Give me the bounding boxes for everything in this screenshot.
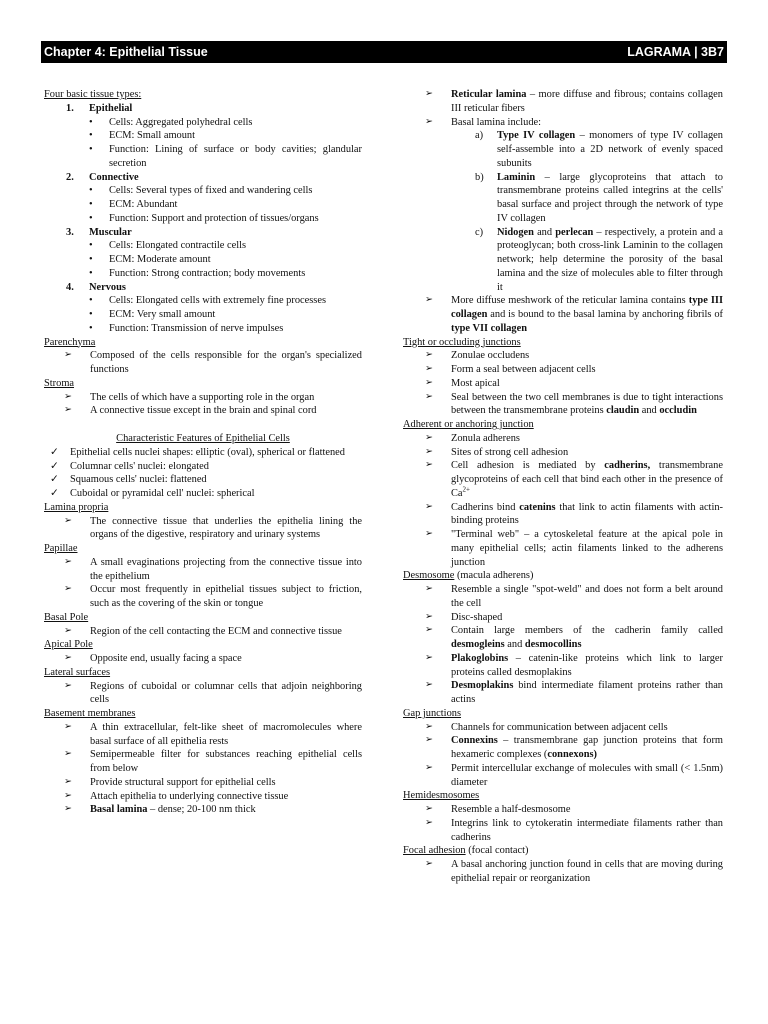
term: Desmoplakins: [451, 680, 514, 692]
list-item: ➢ Composed of the cells responsible for the organ's specialized functions: [64, 350, 362, 375]
item-number: 4.: [66, 281, 74, 293]
list-item: ➢ Provide structural support for epithelial cells: [64, 776, 276, 788]
list-item: ➢ Semipermeable filter for substances reaching epithelial cells from below: [64, 749, 362, 774]
term: Type IV collagen: [497, 130, 576, 142]
arrow-bullet-icon: ➢: [64, 405, 72, 416]
arrow-bullet-icon: ➢: [425, 432, 433, 443]
arrow-bullet-icon: ➢: [64, 721, 72, 732]
bullet-icon: •: [89, 144, 93, 155]
list-item: • Function: Support and protection of tissues/organs: [89, 212, 319, 224]
bullet-icon: •: [89, 254, 93, 265]
list-item: a) Type IV collagen – monomers of type IV collagen self-assemble into a 2D network of evenly spaced subunits: [475, 130, 723, 169]
section-heading-row: Focal adhesion (focal contact): [403, 845, 529, 857]
list-item: • Cells: Elongated cells with extremely fine processes: [89, 295, 326, 307]
list-item: • Function: Strong contraction; body movements: [89, 267, 306, 279]
list-item: ➢ Region of the cell contacting the ECM and connective tissue: [64, 625, 342, 637]
term: cadherins,: [604, 460, 651, 472]
list-item: • ECM: Abundant: [89, 199, 178, 210]
section-heading: Hemidesmosomes: [403, 790, 480, 802]
section-heading: Adherent or anchoring junction: [403, 419, 534, 430]
arrow-bullet-icon: ➢: [425, 529, 433, 539]
arrow-bullet-icon: ➢: [425, 89, 433, 99]
arrow-bullet-icon: ➢: [425, 721, 433, 732]
list-item: • Function: Lining of surface or body cavities; glandular secretion: [89, 144, 362, 169]
arrow-bullet-icon: ➢: [425, 584, 433, 594]
term: type VII collagen: [451, 322, 528, 334]
list-item: ➢ Plakoglobins – catenin-like proteins which link to larger proteins called desmoplakins: [425, 652, 723, 678]
list-item: ➢ Contain large members of the cadherin family called desmogleins and desmocollins: [425, 625, 723, 650]
term: Reticular lamina: [451, 89, 527, 100]
arrow-bullet-icon: ➢: [64, 556, 72, 567]
bullet-icon: •: [89, 295, 93, 307]
section-heading: Papillae: [44, 543, 78, 554]
list-item: ➢ Basal lamina include:: [425, 116, 542, 128]
list-item: ➢ Resemble a half-desmosome: [425, 804, 571, 815]
arrow-bullet-icon: ➢: [64, 515, 72, 526]
section-heading: Lateral surfaces: [44, 666, 111, 678]
term: perlecan: [555, 226, 594, 238]
list-item: c) Nidogen and perlecan – respectively, a protein and a proteoglycan; both cross-link Laminin to the collagen network; help determine the porosity of the basal lamina and the size of molecules able to filter through it: [475, 226, 723, 293]
section-heading-row: Desmosome (macula adherens): [403, 570, 534, 582]
section-heading: Apical Pole: [44, 639, 93, 651]
section-heading: Desmosome: [403, 570, 455, 582]
bullet-icon: •: [89, 116, 93, 128]
term: catenins: [519, 501, 556, 513]
right-column: [405, 88, 723, 886]
list-item: ➢ The connective tissue that underlies the epithelia lining the organs of the digestive, respiratory and urinary systems: [64, 515, 362, 541]
tissue-name: Connective: [89, 171, 139, 183]
list-item: ➢ Occur most frequently in epithelial tissues subject to friction, such as the covering of the skin or tongue: [64, 584, 362, 609]
list-item: • ECM: Very small amount: [89, 309, 216, 320]
tissue-type-item: [44, 171, 362, 185]
term: Plakoglobins: [451, 652, 509, 664]
arrow-bullet-icon: ➢: [64, 776, 72, 787]
section-heading: Basement membranes: [44, 708, 136, 719]
list-item: ➢ "Terminal web" – a cytoskeletal feature at the apical pole in many epithelial cells; actin filaments linked to the adherens junction: [425, 529, 723, 568]
list-item: ➢ A small evaginations projecting from the connective tissue into the epithelium: [64, 556, 362, 582]
arrow-bullet-icon: ➢: [64, 625, 72, 636]
bullet-icon: •: [89, 322, 93, 334]
list-item: • ECM: Small amount: [89, 130, 196, 142]
arrow-bullet-icon: ➢: [425, 625, 433, 636]
intro-heading: Four basic tissue types:: [44, 89, 142, 100]
term: connexons): [547, 749, 598, 760]
list-item: ➢ Reticular lamina – more diffuse and fibrous; contains collagen III reticular fibers: [425, 89, 723, 114]
item-letter: b): [475, 171, 484, 183]
term: type III collagen: [451, 295, 723, 320]
list-item: ➢ Desmoplakins bind intermediate filament proteins rather than actins: [425, 680, 723, 705]
arrow-bullet-icon: ➢: [425, 364, 433, 374]
term: Laminin: [497, 171, 536, 183]
arrow-bullet-icon: ➢: [64, 653, 72, 663]
list-item: ➢ A thin extracellular, felt-like sheet of macromolecules where basal surface of all epithelia rests: [64, 721, 362, 747]
arrow-bullet-icon: ➢: [64, 584, 72, 595]
bullet-icon: •: [89, 240, 93, 252]
list-item: ➢ Channels for communication between adjacent cells: [425, 721, 668, 733]
tissue-name: Nervous: [89, 281, 126, 293]
author-section: LAGRAMA | 3B7: [627, 45, 724, 59]
list-item: ➢ Integrins link to cytokeratin intermediate filaments rather than cadherins: [425, 817, 723, 843]
arrow-bullet-icon: ➢: [425, 804, 433, 814]
list-item: • Cells: Several types of fixed and wandering cells: [89, 185, 313, 197]
list-item: ➢ Seal between the two cell membranes is due to tight interactions between the transmembrane proteins claudin and occludin: [425, 391, 723, 417]
list-item: • ECM: Moderate amount: [89, 254, 211, 265]
chapter-header: [41, 41, 727, 63]
item-letter: c): [475, 226, 484, 238]
list-item: ✓ Squamous cells' nuclei: flattened: [50, 474, 207, 486]
arrow-bullet-icon: ➢: [425, 446, 433, 457]
list-item: ➢ A connective tissue except in the brain and spinal cord: [64, 405, 317, 417]
term: Connexins: [451, 735, 498, 747]
list-item: ➢ Disc-shaped: [425, 611, 503, 623]
arrow-bullet-icon: ➢: [425, 116, 433, 127]
arrow-bullet-icon: ➢: [64, 350, 72, 361]
section-heading: Tight or occluding junctions: [403, 336, 521, 348]
bullet-icon: •: [89, 212, 93, 224]
list-item: ➢ Form a seal between adjacent cells: [425, 364, 596, 375]
section-heading: Stroma: [44, 377, 75, 389]
chapter-title: Chapter 4: Epithelial Tissue: [44, 45, 208, 59]
item-number: 3.: [66, 226, 74, 238]
list-item: ➢ Connexins – transmembrane gap junction proteins that form hexameric complexes (connexons): [425, 735, 723, 760]
check-icon: ✓: [50, 474, 59, 486]
section-heading: Lamina propria: [44, 501, 109, 513]
arrow-bullet-icon: ➢: [425, 680, 433, 691]
list-item: ➢ Most apical: [425, 377, 500, 389]
list-item: ➢ The cells of which have a supporting role in the organ: [64, 391, 315, 403]
tissue-type-item: [44, 281, 362, 295]
list-item: ✓ Cuboidal or pyramidal cell' nuclei: spherical: [50, 488, 255, 499]
arrow-bullet-icon: ➢: [64, 680, 72, 691]
list-item: ✓ Epithelial cells nuclei shapes: elliptic (oval), spherical or flattened: [50, 446, 345, 458]
arrow-bullet-icon: ➢: [64, 391, 72, 402]
list-item: • Function: Transmission of nerve impulses: [89, 322, 284, 334]
arrow-bullet-icon: ➢: [425, 460, 433, 471]
list-item: ➢ Cadherins bind catenins that link to actin filaments with actin-binding proteins: [425, 501, 723, 527]
list-item: ➢ Opposite end, usually facing a space: [64, 653, 242, 664]
check-icon: ✓: [50, 488, 59, 499]
list-item: ➢ Regions of cuboidal or columnar cells that adjoin neighboring cells: [64, 680, 362, 706]
arrow-bullet-icon: ➢: [425, 859, 433, 869]
bullet-icon: •: [89, 130, 93, 142]
item-number: 1.: [66, 102, 74, 114]
arrow-bullet-icon: ➢: [425, 611, 433, 622]
section-heading: Gap junctions: [403, 707, 462, 719]
arrow-bullet-icon: ➢: [64, 749, 72, 760]
tissue-type-item: [44, 226, 362, 240]
list-item: ➢ Basal lamina – dense; 20-100 nm thick: [64, 804, 256, 816]
arrow-bullet-icon: ➢: [425, 762, 433, 773]
arrow-bullet-icon: ➢: [64, 790, 72, 801]
arrow-bullet-icon: ➢: [64, 804, 72, 815]
arrow-bullet-icon: ➢: [425, 735, 433, 746]
item-number: 2.: [66, 171, 74, 183]
arrow-bullet-icon: ➢: [425, 501, 433, 512]
term: Nidogen: [497, 226, 534, 238]
term: desmocollins: [524, 639, 582, 650]
bullet-icon: •: [89, 199, 93, 210]
list-item: ➢ A basal anchoring junction found in cells that are moving during epithelial repair or reorganization: [425, 859, 723, 884]
list-item: ➢ Resemble a single "spot-weld" and does not form a belt around the cell: [425, 584, 723, 609]
list-item: ➢ Zonulae occludens: [425, 350, 530, 362]
arrow-bullet-icon: ➢: [425, 350, 433, 361]
term: claudin: [606, 405, 640, 417]
list-item: • Cells: Aggregated polyhedral cells: [89, 116, 253, 128]
bullet-icon: •: [89, 185, 93, 197]
list-item: • Cells: Elongated contractile cells: [89, 240, 247, 252]
list-item: ➢ Attach epithelia to underlying connective tissue: [64, 790, 289, 802]
tissue-name: Epithelial: [89, 102, 133, 114]
term: Basal lamina: [90, 804, 148, 816]
bullet-icon: •: [89, 309, 93, 320]
term: desmogleins: [451, 639, 505, 650]
section-heading: Parenchyma: [44, 336, 96, 348]
check-icon: ✓: [50, 460, 59, 472]
left-column: [44, 88, 362, 817]
list-item: ➢ Permit intercellular exchange of molecules with small (< 1.5nm) diameter: [425, 762, 723, 788]
list-item: ➢ Sites of strong cell adhesion: [425, 446, 569, 458]
term: occludin: [659, 405, 697, 417]
tissue-type-item: [44, 102, 362, 116]
arrow-bullet-icon: ➢: [425, 817, 433, 828]
arrow-bullet-icon: ➢: [425, 377, 433, 388]
arrow-bullet-icon: ➢: [425, 391, 433, 402]
list-item: ➢ More diffuse meshwork of the reticular lamina contains type III collagen and is bound to the basal lamina by anchoring fibrils of type VII collagen: [425, 295, 723, 334]
item-letter: a): [475, 130, 484, 142]
section-heading: Focal adhesion: [403, 845, 466, 857]
tissue-name: Muscular: [89, 226, 132, 238]
check-icon: ✓: [50, 446, 59, 458]
list-item: b) Laminin – large glycoproteins that attach to transmembrane proteins called integrins at the cells' basal surface and project through the network of type IV collagen: [475, 171, 723, 224]
list-item: ➢ Cell adhesion is mediated by cadherins, transmembrane glycoproteins of each cell that bind each other in the presence of $Ca^{2+}$: [425, 460, 723, 499]
arrow-bullet-icon: ➢: [425, 295, 433, 306]
list-item: ➢ Zonula adherens: [425, 432, 520, 444]
section-heading: Basal Pole: [44, 611, 89, 623]
section-heading: Characteristic Features of Epithelial Cells: [116, 433, 290, 444]
bullet-icon: •: [89, 267, 93, 279]
list-item: ✓ Columnar cells' nuclei: elongated: [50, 460, 209, 472]
arrow-bullet-icon: ➢: [425, 652, 433, 663]
